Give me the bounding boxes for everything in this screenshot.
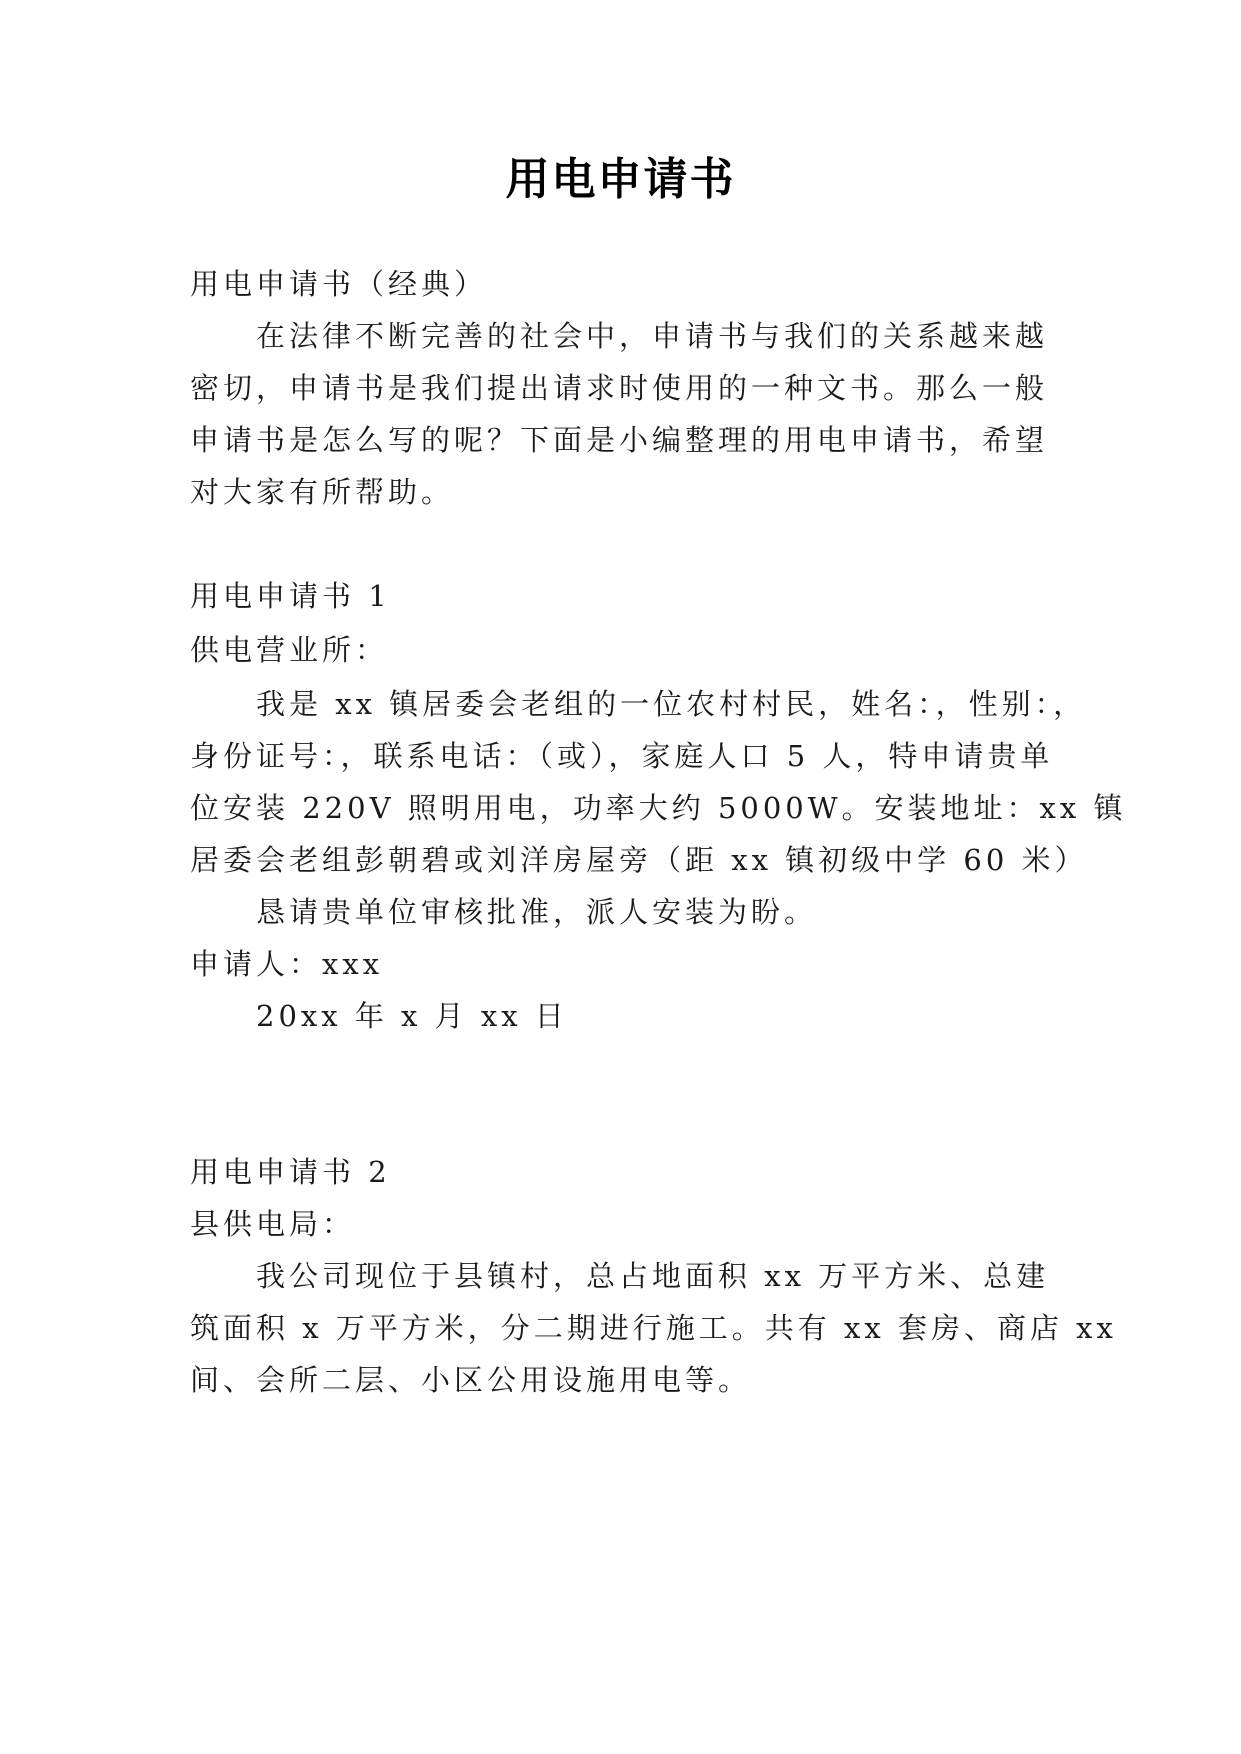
intro-line: 申请书是怎么写的呢？下面是小编整理的用电申请书，希望 [190, 423, 1049, 457]
letter1-body-line: 居委会老组彭朝碧或刘洋房屋旁（距 xx 镇初级中学 60 米） [190, 843, 1088, 877]
letter1-heading: 用电申请书 1 [190, 579, 391, 613]
letter1-body-line: 身份证号：，联系电话：（或），家庭人口 5 人，特申请贵单 [190, 739, 1054, 773]
letter1-body-line: 我是 xx 镇居委会老组的一位农村村民，姓名：，性别：， [256, 687, 1087, 721]
document-title: 用电申请书 [505, 154, 736, 205]
letter2-heading: 用电申请书 2 [190, 1155, 391, 1189]
letter1-closing: 恳请贵单位审核批准，派人安装为盼。 [256, 895, 818, 929]
letter2-body-line: 间、会所二层、小区公用设施用电等。 [190, 1363, 752, 1397]
intro-line: 在法律不断完善的社会中，申请书与我们的关系越来越 [256, 319, 1049, 353]
letter1-applicant: 申请人：xxx [190, 947, 384, 981]
letter1-date: 20xx 年 x 月 xx 日 [256, 999, 568, 1033]
letter2-body-line: 我公司现位于县镇村，总占地面积 xx 万平方米、总建 [256, 1259, 1050, 1293]
letter2-salutation: 县供电局： [190, 1207, 356, 1241]
letter2-body-line: 筑面积 x 万平方米，分二期进行施工。共有 xx 套房、商店 xx [190, 1311, 1117, 1345]
letter1-body-line: 位安装 220V 照明用电，功率大约 5000W。安装地址：xx 镇 [190, 791, 1127, 825]
intro-line: 对大家有所帮助。 [190, 475, 455, 509]
intro-line: 密切，申请书是我们提出请求时使用的一种文书。那么一般 [190, 371, 1049, 405]
document-subtitle: 用电申请书（经典） [190, 267, 488, 301]
letter1-salutation: 供电营业所： [190, 633, 389, 667]
